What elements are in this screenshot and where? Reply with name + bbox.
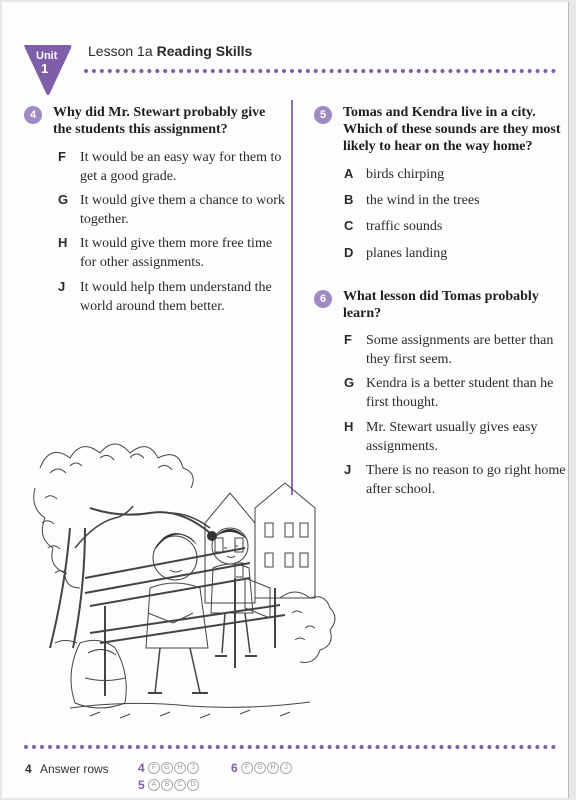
- option-text: Mr. Stewart usually gives easy assignments.: [366, 420, 538, 454]
- answer-option[interactable]: [344, 191, 574, 210]
- option-letter: B: [344, 192, 354, 207]
- question-number-badge: 6: [314, 290, 332, 308]
- option-letter: D: [344, 245, 354, 260]
- option-letter: C: [344, 218, 354, 233]
- question-text: Why did Mr. Stewart probably give the students this assignment?: [53, 105, 266, 137]
- children-on-bench-illustration: [30, 428, 340, 728]
- lesson-heading: [88, 43, 252, 59]
- option-text: It would help them understand the world around them better.: [80, 280, 272, 314]
- option-text: the wind in the trees: [366, 193, 480, 208]
- answer-bubble[interactable]: J: [280, 762, 292, 774]
- answer-option[interactable]: [344, 461, 574, 499]
- answer-option[interactable]: [344, 244, 574, 263]
- answer-bubble[interactable]: D: [187, 779, 199, 791]
- answer-bubble[interactable]: G: [254, 762, 266, 774]
- option-text: It would give them more free time for other assignments.: [80, 236, 273, 270]
- option-text: Some assignments are better than they first seem.: [366, 333, 554, 367]
- answer-row-4: [148, 762, 199, 774]
- option-letter: H: [58, 235, 68, 250]
- question-number-badge: 4: [24, 106, 42, 124]
- option-text: It would be an easy way for them to get a good grade.: [80, 150, 282, 184]
- option-text: birds chirping: [366, 167, 445, 182]
- option-letter: F: [58, 149, 66, 164]
- answer-bubble[interactable]: F: [241, 762, 253, 774]
- option-text: There is no reason to go right home after school.: [366, 463, 566, 497]
- answer-bubble[interactable]: A: [148, 779, 160, 791]
- answer-option[interactable]: [344, 331, 574, 369]
- answer-row-label: 4: [138, 761, 145, 775]
- footer-title: Answer rows: [40, 762, 109, 776]
- question-6: [314, 288, 554, 322]
- answer-option[interactable]: [58, 234, 288, 272]
- option-letter: F: [344, 332, 352, 347]
- page-number: 4: [25, 762, 32, 776]
- option-letter: H: [344, 419, 354, 434]
- answer-row-5: [148, 779, 199, 791]
- answer-option[interactable]: [58, 148, 288, 186]
- answer-option[interactable]: [344, 217, 574, 236]
- answer-bubble[interactable]: F: [148, 762, 160, 774]
- answer-row-6: [241, 762, 292, 774]
- header-dotted-rule: [84, 69, 556, 73]
- question-5: [314, 104, 564, 155]
- answer-bubble[interactable]: H: [174, 762, 186, 774]
- answer-bubble[interactable]: H: [267, 762, 279, 774]
- answer-option[interactable]: [344, 418, 574, 456]
- option-letter: J: [344, 462, 352, 477]
- question-text: What lesson did Tomas probably learn?: [343, 289, 539, 321]
- answer-option[interactable]: [344, 165, 574, 184]
- lesson-name: Lesson 1a: [88, 43, 153, 59]
- answer-option[interactable]: [58, 278, 288, 316]
- option-text: Kendra is a better student than he first thought.: [366, 376, 554, 410]
- question-text: Tomas and Kendra live in a city. Which of these sounds are they most likely to hear on the way home?: [343, 105, 561, 154]
- answer-bubble[interactable]: C: [174, 779, 186, 791]
- question-number-badge: 5: [314, 106, 332, 124]
- answer-row-label: 5: [138, 778, 145, 792]
- answer-row-label: 6: [231, 761, 238, 775]
- unit-number: 1: [41, 61, 49, 76]
- option-text: It would give them a chance to work together.: [80, 193, 285, 227]
- question-4: [24, 104, 274, 138]
- option-text: planes landing: [366, 246, 448, 261]
- answer-bubble[interactable]: J: [187, 762, 199, 774]
- answer-bubble[interactable]: B: [161, 779, 173, 791]
- unit-label: Unit: [36, 50, 58, 62]
- answer-option[interactable]: [344, 374, 574, 412]
- option-letter: J: [58, 279, 66, 294]
- option-letter: G: [344, 375, 355, 390]
- section-title: Reading Skills: [156, 43, 253, 59]
- footer-dotted-rule: [24, 745, 556, 749]
- option-letter: G: [58, 192, 69, 207]
- option-text: traffic sounds: [366, 219, 443, 234]
- answer-option[interactable]: [58, 191, 288, 229]
- option-letter: A: [344, 166, 354, 181]
- answer-bubble[interactable]: G: [161, 762, 173, 774]
